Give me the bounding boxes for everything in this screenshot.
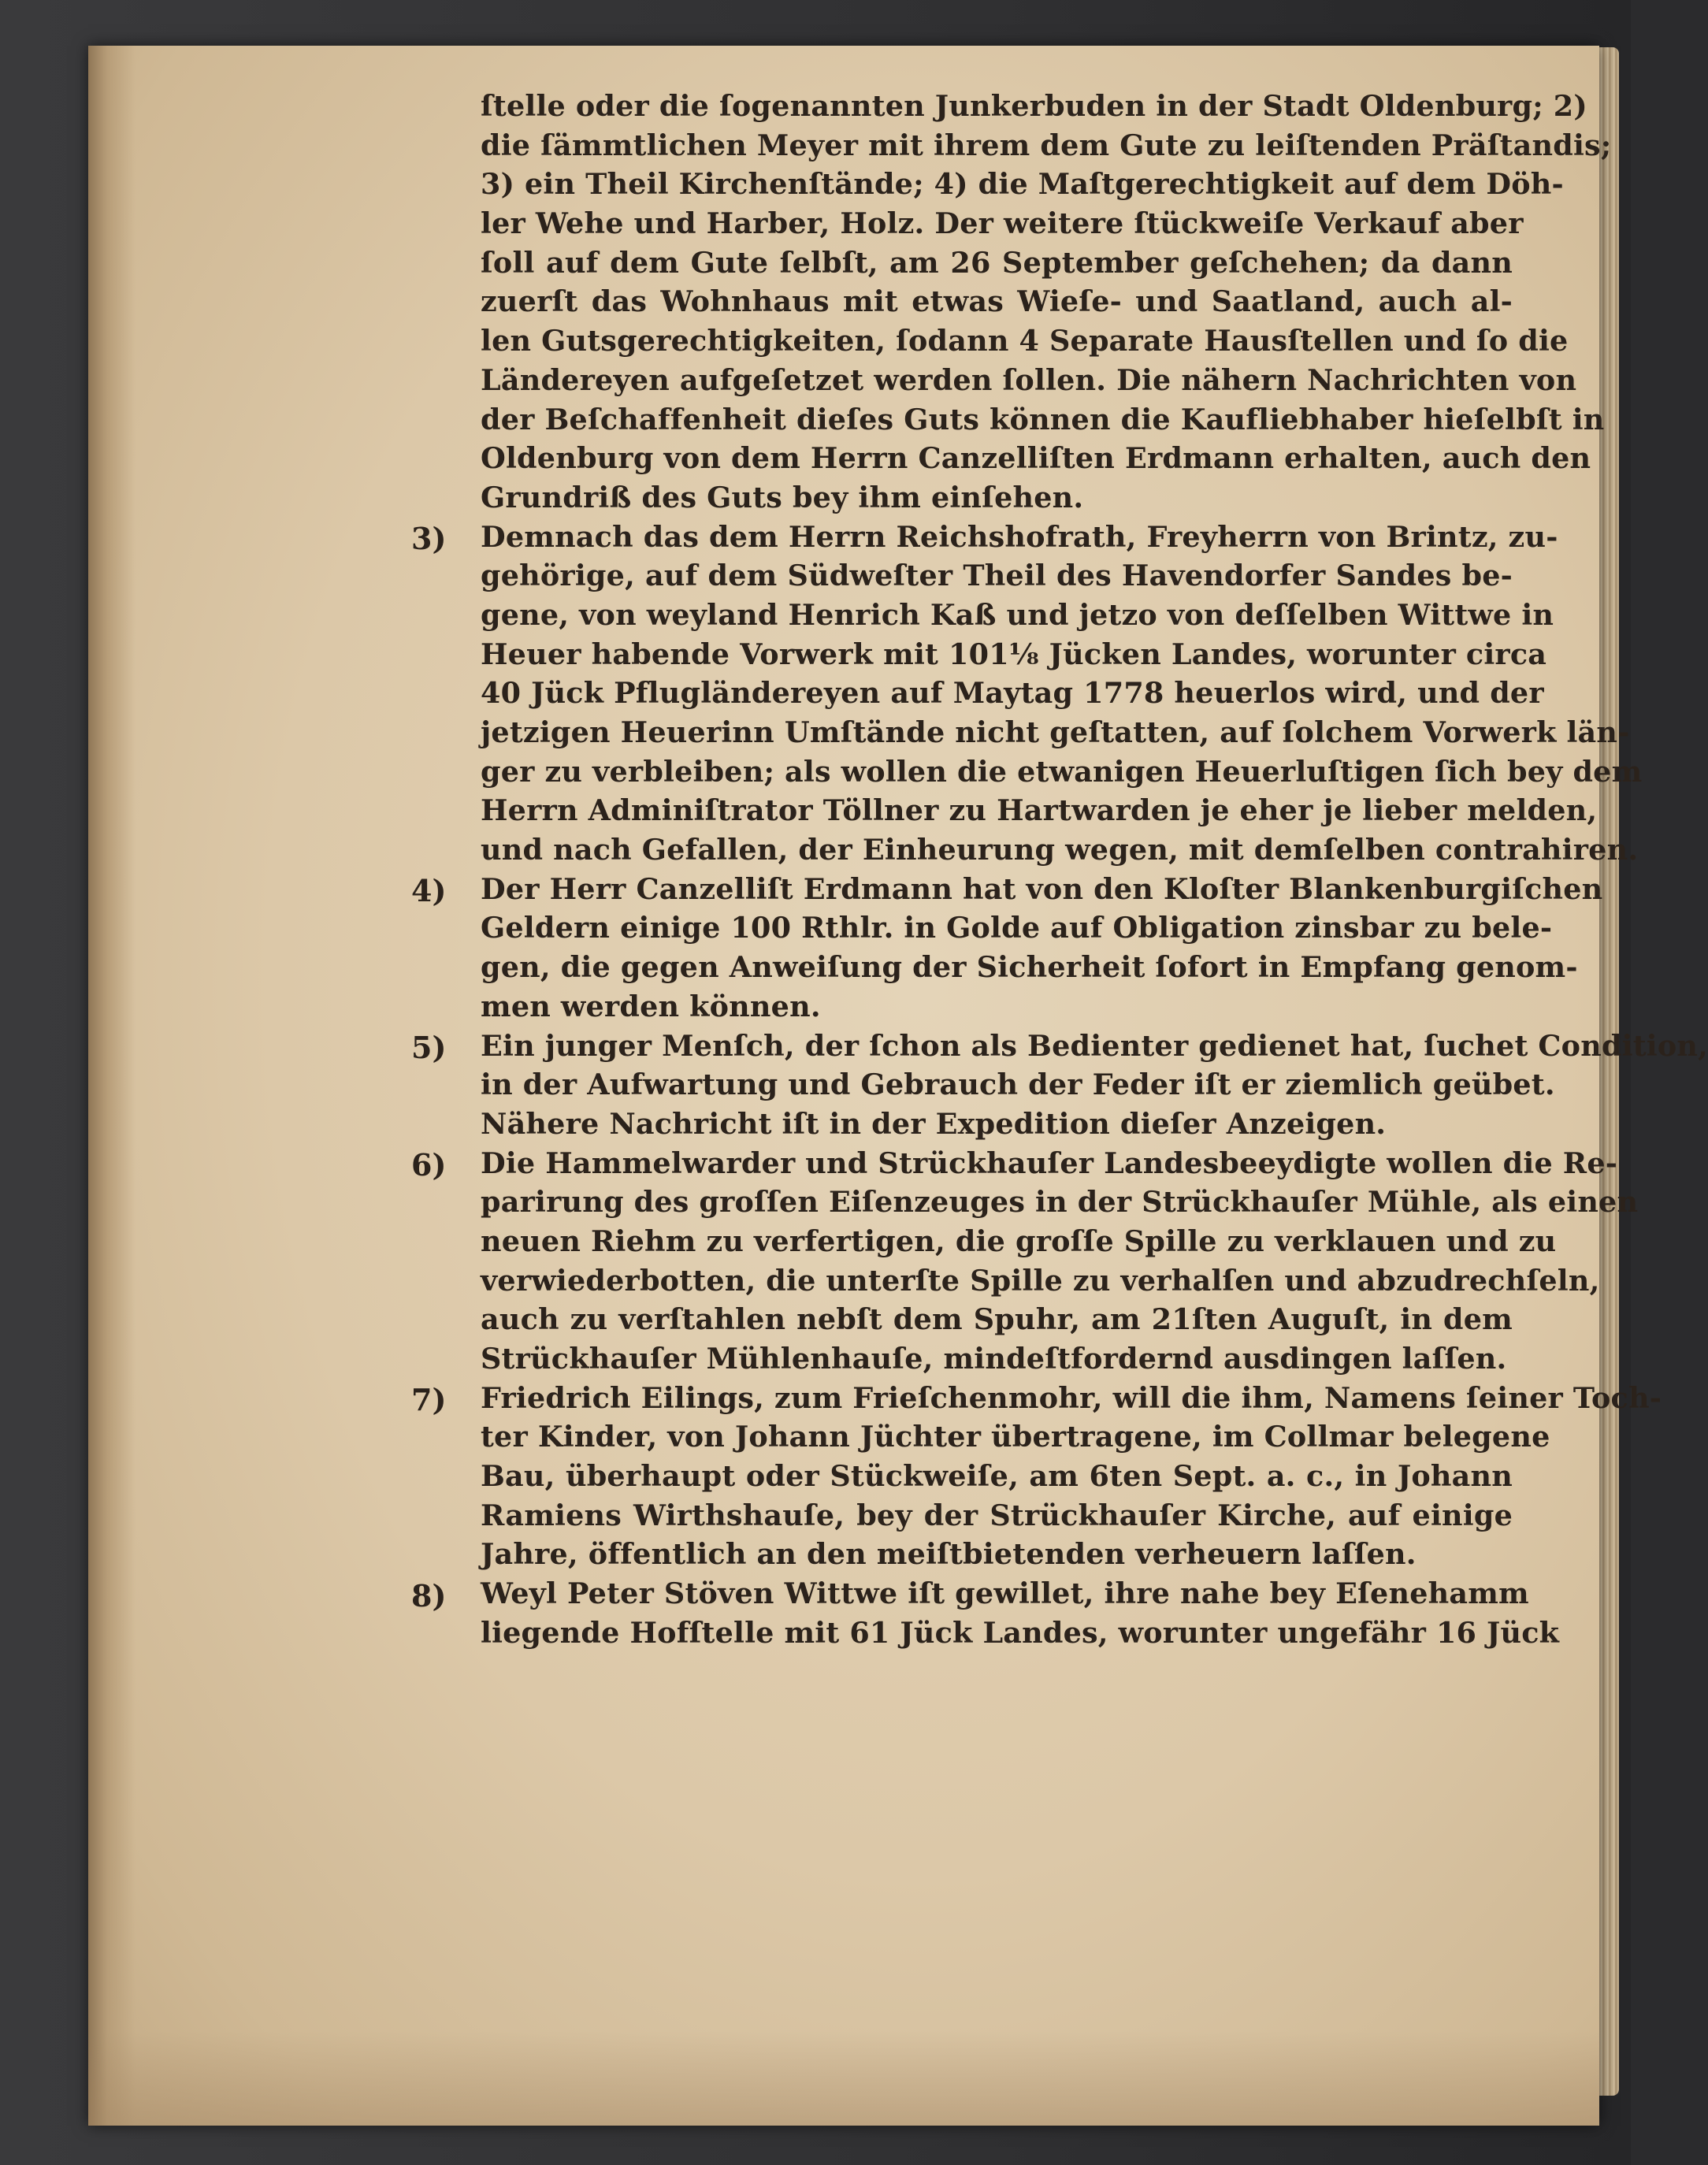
text-line: len Gutsgerechtigkeiten, ſodann 4 Separate Hausſtellen und ſo die — [481, 324, 1569, 358]
text-line: verwiederbotten, die unterſte Spille zu verhalſen und abzudrechſeln, — [481, 1263, 1600, 1298]
text-line: gen, die gegen Anweiſung der Sicherheit ſofort in Empfang genom- — [481, 950, 1578, 985]
text-line: Nähere Nachricht iſt in der Expedition dieſer Anzeigen. — [481, 1106, 1387, 1141]
text-line: 3) ein Theil Kirchenſtände; 4) die Maſtgerechtigkeit auf dem Döh- — [481, 167, 1564, 202]
text-line: Friedrich Eilings, zum Frieſchenmohr, will die ihm, Namens ſeiner Toch- — [481, 1380, 1662, 1415]
text-line: und nach Gefallen, der Einheurung wegen, mit demſelben contrahiren. — [481, 833, 1639, 867]
text-line: Geldern einige 100 Rthlr. in Golde auf Obligation zinsbar zu bele- — [481, 911, 1553, 945]
entry-number: 5) — [411, 1029, 447, 1065]
notice-entry — [394, 1144, 1639, 1379]
text-line: neuen Riehm zu verfertigen, die groſſe Spille zu verklauen und zu — [481, 1224, 1557, 1258]
text-line: ler Wehe und Harber, Holz. Der weitere ſtückweiſe Verkauf aber — [481, 206, 1524, 241]
text-line: Die Hammelwarder und Strückhauſer Landesbeeydigte wollen die Re- — [481, 1146, 1618, 1180]
text-line: ſtelle oder die ſogenannten Junkerbuden in der Stadt Oldenburg; 2) — [481, 89, 1587, 123]
text-line: der Beſchaffenheit dieſes Guts können die Kaufliebhaber hieſelbſt in — [481, 402, 1605, 436]
text-line: Strückhauſer Mühlenhauſe, mindeſtfordernd ausdingen laſſen. — [481, 1342, 1507, 1376]
text-line: Ländereyen aufgeſetzet werden ſollen. Die nähern Nachrichten von — [481, 362, 1577, 397]
text-line: auch zu verſtahlen nebſt dem Spuhr, am 21ſten Auguſt, in dem — [481, 1302, 1513, 1337]
text-line: Jahre, öffentlich an den meiſtbietenden verheuern laſſen. — [481, 1537, 1417, 1572]
notice-entry — [394, 518, 1643, 870]
text-line: men werden können. — [481, 989, 821, 1023]
text-line: gehörige, auf dem Südweſter Theil des Havendorfer Sandes be- — [481, 559, 1513, 593]
text-line: liegende Hofſtelle mit 61 Jück Landes, worunter ungefähr 16 Jück — [481, 1615, 1560, 1650]
text-line: in der Aufwartung und Gebrauch der Feder iſt er ziemlich geübet. — [481, 1068, 1555, 1102]
text-line: Oldenburg von dem Herrn Canzelliſten Erdmann erhalten, auch den — [481, 441, 1591, 476]
text-line: Herrn Adminiſtrator Töllner zu Hartwarden je eher je lieber melden, — [481, 793, 1598, 828]
text-line: ger zu verbleiben; als wollen die etwanigen Heuerluſtigen ſich bey dem — [481, 754, 1643, 789]
entry-number: 4) — [411, 873, 447, 908]
notice-entry — [394, 1379, 1662, 1574]
text-line: Grundriß des Guts bey ihm einſehen. — [481, 480, 1084, 514]
text-line: Heuer habende Vorwerk mit 101⅛ Jücken Landes, worunter circa — [481, 637, 1547, 671]
text-line: Bau, überhaupt oder Stückweiſe, am 6ten Sept. a. c., in Johann — [481, 1459, 1513, 1494]
text-line: parirung des groſſen Eiſenzeuges in der Strückhauſer Mühle, als einen — [481, 1185, 1639, 1220]
text-line: Weyl Peter Stöven Wittwe iſt gewillet, ihre nahe bey Eſenehamm — [481, 1576, 1529, 1611]
entry-number: 8) — [411, 1577, 447, 1614]
text-line: gene, von weyland Henrich Kaß und jetzo von deſſelben Wittwe in — [481, 597, 1554, 632]
text-line: ter Kinder, von Johann Jüchter übertragene, im Collmar belegene — [481, 1420, 1550, 1454]
text-line: Demnach das dem Herrn Reichshofrath, Freyherrn von Brintz, zu- — [481, 519, 1558, 554]
entry-number: 3) — [411, 520, 447, 556]
notice-entry — [394, 1027, 1708, 1144]
text-line: Ramiens Wirthshauſe, bey der Strückhauſer Kirche, auf einige — [481, 1498, 1513, 1532]
entry-number: 7) — [411, 1382, 447, 1418]
page-bottom-shadow — [88, 2031, 1599, 2126]
notice-entry — [394, 87, 1612, 518]
text-line: die ſämmtlichen Meyer mit ihrem dem Gute zu leiſtenden Präſtandis; — [481, 128, 1612, 162]
notice-entry — [394, 1574, 1560, 1652]
text-line: jetzigen Heuerinn Umſtände nicht geſtatten, auf ſolchem Vorwerk län- — [481, 715, 1630, 749]
page-text-block — [394, 87, 1708, 1653]
notice-entry — [394, 870, 1603, 1027]
text-line: Ein junger Menſch, der ſchon als Bedienter gedienet hat, ſuchet Condition, — [481, 1028, 1708, 1063]
page-gutter-shadow — [88, 46, 136, 2126]
text-line: Der Herr Canzelliſt Erdmann hat von den Kloſter Blankenburgiſchen — [481, 871, 1603, 906]
entry-number: 6) — [411, 1146, 447, 1183]
text-line: zuerſt das Wohnhaus mit etwas Wieſe- und Saatland, auch al- — [481, 284, 1513, 319]
text-line: ſoll auf dem Gute ſelbſt, am 26 September geſchehen; da dann — [481, 245, 1513, 280]
text-line: 40 Jück Pflugländereyen auf Maytag 1778 heuerlos wird, und der — [481, 676, 1544, 711]
